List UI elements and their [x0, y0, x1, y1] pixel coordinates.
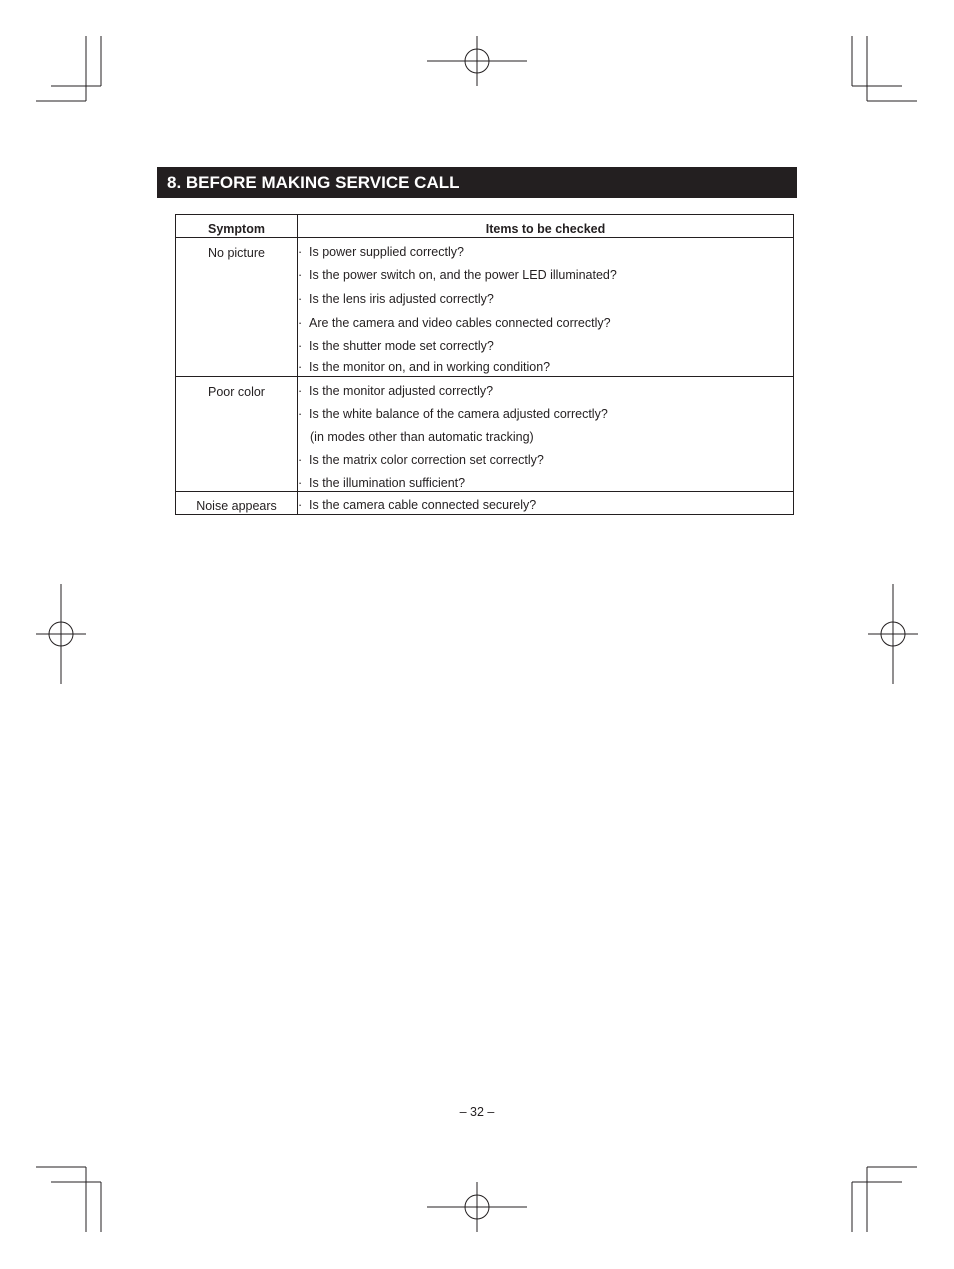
bullet-icon: ·	[298, 339, 303, 353]
check-items-cell	[298, 238, 794, 377]
bullet-icon: ·	[298, 384, 303, 398]
header-symptom: Symptom	[176, 215, 298, 238]
symptom-label: Poor color	[208, 385, 265, 399]
table-row	[176, 238, 794, 377]
table-header-row	[176, 215, 794, 238]
list-item: · Is the camera cable connected securely?	[298, 498, 537, 512]
bullet-icon: ·	[298, 292, 303, 306]
section-title: 8. BEFORE MAKING SERVICE CALL	[157, 167, 797, 198]
symptom-cell	[176, 377, 298, 492]
check-items-cell	[298, 377, 794, 492]
bullet-icon: ·	[298, 316, 303, 330]
list-item: (in modes other than automatic tracking)	[310, 430, 534, 444]
bullet-icon: ·	[298, 453, 303, 467]
bullet-icon: ·	[298, 360, 303, 374]
check-items-cell	[298, 492, 794, 515]
table-row	[176, 492, 794, 515]
list-item: · Is the illumination sufficient?	[298, 476, 466, 490]
list-item: · Is the power switch on, and the power LED illuminated?	[298, 268, 617, 282]
list-item: · Is the lens iris adjusted correctly?	[298, 292, 494, 306]
bullet-icon: ·	[298, 407, 303, 421]
table-row	[176, 377, 794, 492]
page-number: – 32 –	[459, 1105, 495, 1119]
symptom-label: Noise appears	[196, 499, 277, 513]
bullet-icon: ·	[298, 245, 303, 259]
symptom-cell	[176, 238, 298, 377]
list-item: · Is the monitor adjusted correctly?	[298, 384, 494, 398]
bullet-icon: ·	[298, 498, 303, 512]
service-check-table	[175, 214, 794, 515]
list-item: · Is the monitor on, and in working condition?	[298, 360, 551, 374]
list-item: · Is the matrix color correction set correctly?	[298, 453, 544, 467]
list-item: · Is the white balance of the camera adjusted correctly?	[298, 407, 608, 421]
symptom-cell	[176, 492, 298, 515]
list-item: · Is the shutter mode set correctly?	[298, 339, 494, 353]
list-item: · Is power supplied correctly?	[298, 245, 464, 259]
bullet-icon: ·	[298, 268, 303, 282]
bullet-icon: ·	[298, 476, 303, 490]
header-items: Items to be checked	[298, 215, 794, 238]
list-item: · Are the camera and video cables connected correctly?	[298, 316, 611, 330]
symptom-label: No picture	[208, 246, 265, 260]
